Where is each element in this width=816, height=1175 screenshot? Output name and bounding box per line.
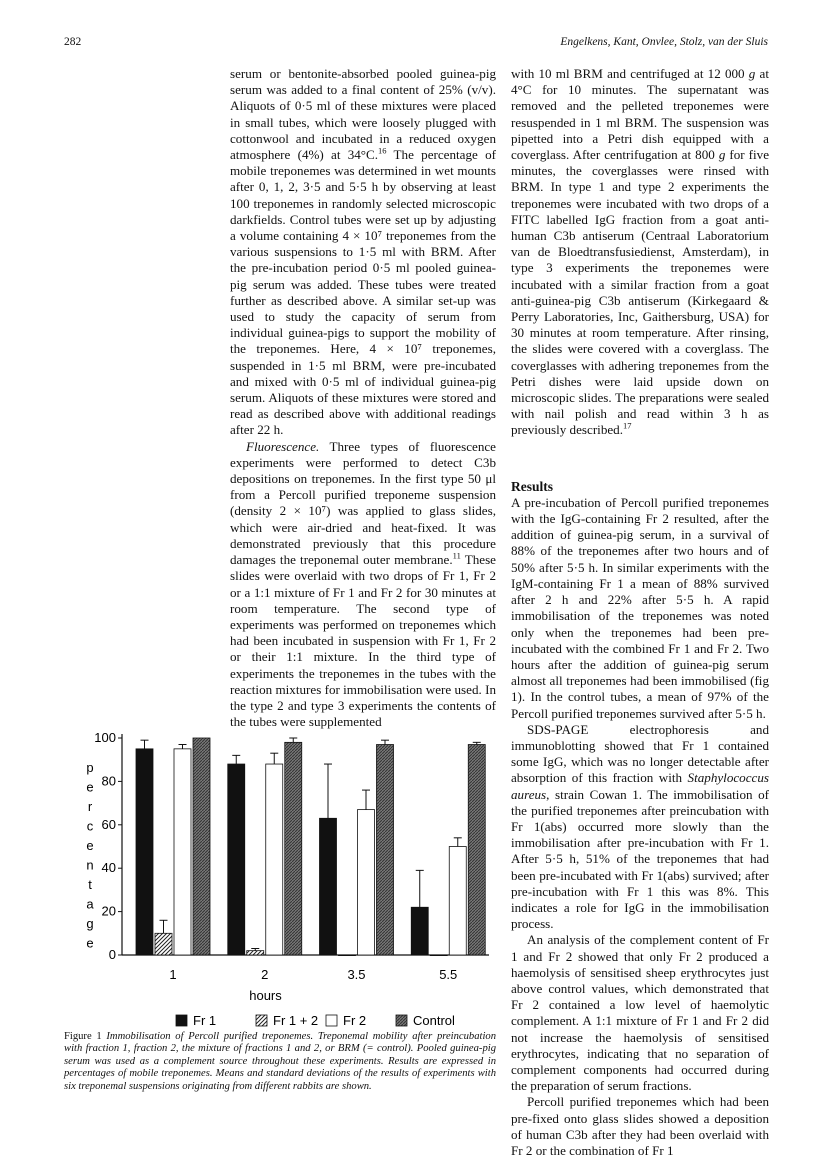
bar-fr1+2-5.5 — [430, 955, 447, 956]
y-axis-label-letter: t — [88, 877, 92, 892]
legend-swatch — [176, 1015, 187, 1026]
y-tick-label: 0 — [108, 947, 116, 962]
bar-fr2-1 — [174, 749, 191, 955]
legend-swatch — [396, 1015, 407, 1026]
bar-control-3.5 — [377, 745, 394, 955]
bar-fr1+2-1 — [155, 933, 172, 955]
results-paragraph-1: A pre-incubation of Percoll purified treponemes with the IgG-containing Fr 2 resulted, after the addition of guinea-pig serum, in a survival of 88% of the treponemes after two hours and of 50% after 5·5 h. In similar experiments with the IgM-containing Fr 1 a mean of 88% survived after 2 h and 22% after 5·5 h. A rapid immobilisation of the treponemes was noted only when the treponemes had been pre-incubated with the combined Fr 1 and Fr 2. Two hours after the addition of guinea-pig serum almost all treponemes had been immobilised (fig 1). In the control tubes, a mean of 97% of the Percoll purified treponemes survived after 5·5 h. — [511, 494, 769, 721]
species-name: Staphylococcus aureus — [511, 770, 769, 802]
x-tick-label: 2 — [261, 967, 269, 982]
figure-caption — [64, 1031, 496, 1093]
y-axis-label-letter: a — [86, 896, 94, 912]
y-axis-label-letter: n — [86, 857, 94, 873]
fluorescence-paragraph: Fluorescence. Three types of fluorescence experiments were performed to detect C3b depositions on treponemes. In the first type 50 μl from a Percoll purified treponeme suspension (density 2 × 10⁷) was applied to glass slides, which were air-dried and heat-fixed. It was demonstrated previously that this procedure damages the treponemal outer membrane.$^{11}$ These slides were overlaid with two drops of Fr 1, Fr 2 or a 1:1 mixture of Fr 1 and Fr 2 for 30 minutes at room temperature. The second type of experiments was performed on treponemes which had been incubated in suspension with Fr 1, Fr 2 or their 1:1 mixture. In the third type of experiments the treponemes in the tubes with the reaction mixtures for immobilisation were used. In the type 2 and type 3 experiments the contents of the tubes were supplemented — [230, 438, 496, 730]
bar-control-5.5 — [468, 745, 485, 955]
reference-16: 16 — [378, 145, 387, 156]
y-axis-label-letter: r — [87, 799, 93, 814]
reference-17: 17 — [623, 421, 632, 432]
bar-fr1+2-2 — [247, 951, 264, 955]
bar-fr1-3.5 — [320, 818, 337, 955]
bar-fr1-1 — [136, 749, 153, 955]
figure-1-chart — [64, 724, 494, 1044]
column-left — [230, 66, 496, 730]
methods-paragraph-continued: with 10 ml BRM and centrifuged at 12 000 g at 4°C for 10 minutes. The supernatant was removed and the pelleted treponemes were resuspended in 1 ml BRM. The suspension was pipetted into a Petri dish equipped with a coverglass. After centrifugation at 800 g for five minutes, the coverglasses were rinsed with BRM. In type 1 and type 2 experiments the treponemes were incubated with two drops of a FITC labelled IgG fraction from a goat anti-human C3b antiserum (Centraal Laboratorium van de Bloedtransfusiedienst, Amsterdam), in type 3 experiments the treponemes were incubated with a similar fraction from a goat anti-guinea-pig C3b antiserum (Kirkegaard & Perry Laboratories, Inc, Gaithersburg, USA) for 30 minutes at room temperature. After rinsing, the slides were covered with a coverglass. The coverglasses with adhering treponemes from the Petri dishes were laid upside down on microscopic slides. The preparations were sealed with nail polish and read within 3 h as previously described.$^{17}$ — [511, 66, 770, 438]
bar-fr2-5.5 — [449, 847, 466, 956]
legend-label: Fr 1 — [193, 1013, 217, 1028]
page-number: 282 — [64, 36, 82, 48]
legend-label: Fr 1 + 2 — [273, 1013, 319, 1028]
y-axis-label-letter: p — [86, 760, 94, 775]
results-paragraph-4: Percoll purified treponemes which had been pre-fixed onto glass slides showed a deposition of human C3b after they had been overlaid with Fr 2 or the combination of Fr 1 — [511, 1094, 769, 1158]
bar-fr1+2-3.5 — [339, 955, 356, 956]
x-tick-label: 5.5 — [439, 967, 458, 982]
y-axis-label-letter: g — [86, 916, 94, 931]
running-header-authors: Engelkens, Kant, Onvlee, Stolz, van der Sluis — [560, 36, 768, 48]
bar-fr2-3.5 — [358, 810, 375, 955]
bar-control-2 — [285, 742, 302, 955]
reference-11: 11 — [452, 550, 461, 561]
y-tick-label: 100 — [94, 730, 116, 745]
results-paragraph-2: SDS-PAGE electrophoresis and immunoblotting showed that Fr 1 contained some IgG, which was no longer detectable after absorption of this fraction with Staphylococcus aureus, strain Cowan 1. The immobilisation of the purified treponemes after preincubation with Fr 1(abs) occurred more slowly than the immobilisation after pre-incubation with Fr 1. After 5·5 h, 51% of the treponemes that had been pre-incubated with Fr 1(abs) survived; after pre-incubation with Fr 1 this was 8%. This indicates a role for IgG in the immobilisation process. — [511, 721, 769, 932]
legend-label: Control — [413, 1013, 455, 1028]
y-tick-label: 20 — [101, 903, 116, 919]
y-tick-label: 40 — [101, 860, 116, 876]
fluorescence-subheading: Fluorescence. — [246, 438, 320, 454]
legend-swatch — [326, 1015, 337, 1026]
x-axis-label: hours — [249, 988, 282, 1003]
methods-paragraph-1: serum or bentonite-absorbed pooled guinea-pig serum was added to a final content of 25% (v/v). Aliquots of 0·5 ml of these mixtures were placed in small tubes, which were loosely plugged with cottonwool and incubated in a reduced oxygen atmosphere (4%) at 34°C.$^{16}$ The percentage of mobile treponemes was determined in wet mounts after 0, 1, 2, 3·5 and 5·5 h by observing at least 100 treponemes in randomly selected microscopic darkfields. Control tubes were set up by adjusting a volume containing 4 × 10⁷ treponemes from the various suspensions to 1·5 ml with BRM. After the pre-incubation period 0·5 ml pooled guinea-pig serum was added. These tubes were treated further as described above. A similar set-up was used to study the capacity of serum from individual guinea-pigs to support the mobility of the treponemes. Here, 4 × 10⁷ treponemes, suspended in 1·5 ml BRM, were pre-incubated and mixed with 0·5 ml of individual guinea-pig serum. Aliquots of these mixtures were stored and read as described above with additional readings after 22 h. — [230, 66, 496, 438]
bar-fr1-5.5 — [411, 907, 428, 955]
bar-fr2-2 — [266, 764, 283, 955]
column-right — [511, 66, 769, 1159]
x-tick-label: 3.5 — [347, 967, 366, 982]
legend-swatch — [256, 1015, 267, 1026]
results-heading: Results — [511, 478, 554, 494]
y-axis-label-letter: c — [86, 818, 94, 834]
y-axis-label-letter: e — [86, 779, 94, 795]
y-tick-label: 80 — [101, 773, 116, 789]
y-axis-label-letter: e — [86, 838, 94, 853]
figure-label: Figure 1 — [64, 1031, 102, 1042]
figure-caption-text: Immobilisation of Percoll purified treponemes. Treponemal mobility after preincubation with fraction 1, fraction 2, the mixture of fractions 1 and 2, or BRM (= control). Pooled guinea-pig serum was used as a complement source throughout these experiments. Results are expressed in percentages of mobile treponemes. Means and standard deviations of the results of experiments with six treponemal suspensions originating from different rabbits are shown. — [64, 1031, 496, 1092]
legend-label: Fr 2 — [343, 1013, 367, 1028]
x-tick-label: 1 — [169, 967, 177, 982]
y-tick-label: 60 — [101, 816, 116, 832]
bar-control-1 — [193, 738, 210, 955]
bar-fr1-2 — [228, 764, 245, 955]
results-paragraph-3: An analysis of the complement content of Fr 1 and Fr 2 showed that only Fr 2 produced a haemolysis of sensitised sheep erythrocytes just above control values, which demonstrated that Fr 2 contained a low level of haemolytic complement. A 1:1 mixture of Fr 1 and Fr 2 did not increase the haemolysis of sensitised erythrocytes, indicating that no separation of complement components had occurred during the preparation of serum fractions. — [511, 932, 769, 1094]
y-axis-label-letter: e — [86, 935, 94, 951]
